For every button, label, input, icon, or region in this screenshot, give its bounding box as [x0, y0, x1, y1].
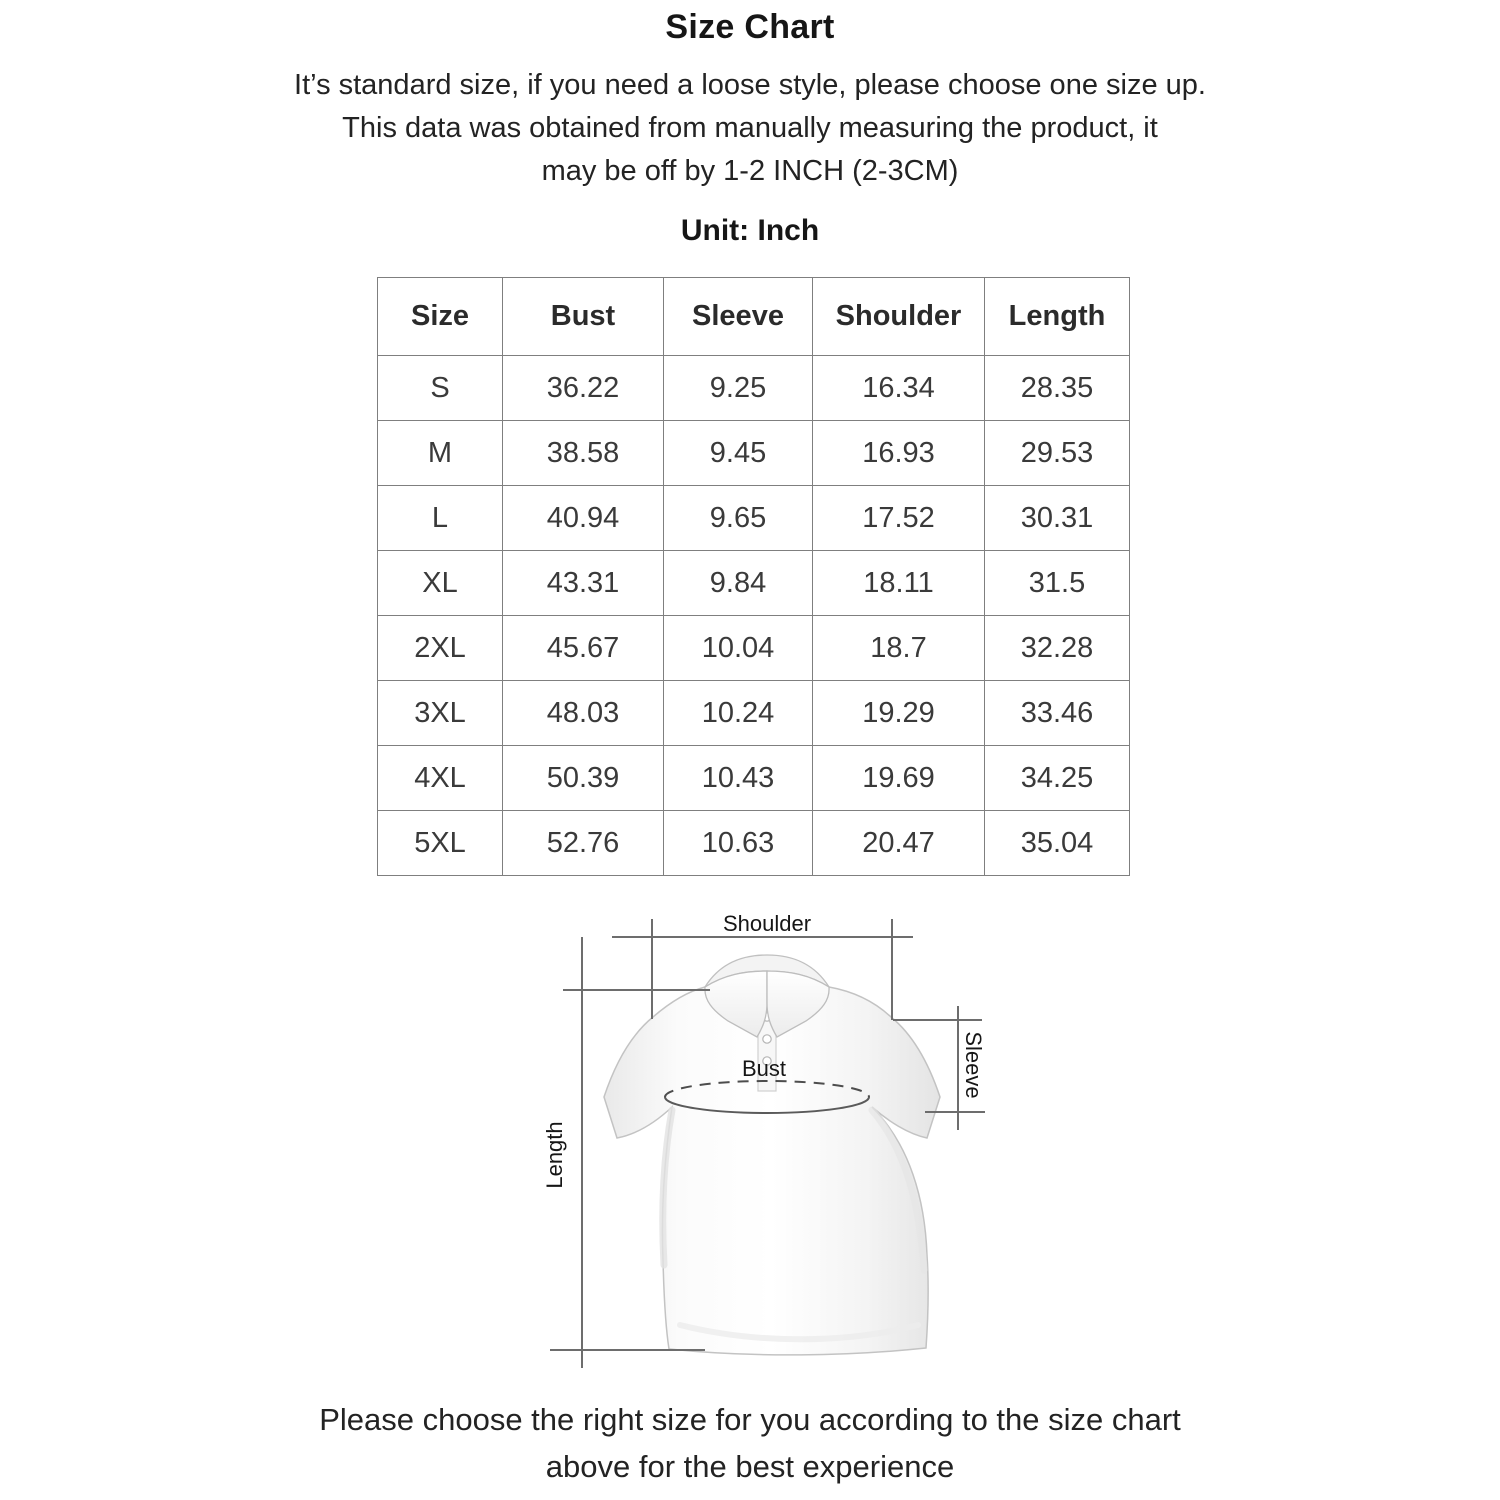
measurement-cell: 16.93 [813, 421, 985, 486]
column-header-bust: Bust [503, 278, 664, 356]
measurement-cell: 33.46 [985, 681, 1130, 746]
sleeve-label: Sleeve [961, 1031, 987, 1099]
size-cell: 4XL [378, 746, 503, 811]
column-header-length: Length [985, 278, 1130, 356]
table-row [378, 616, 1130, 681]
measurement-cell: 10.63 [664, 811, 813, 876]
measurement-cell: 34.25 [985, 746, 1130, 811]
measurement-cell: 19.69 [813, 746, 985, 811]
column-header-shoulder: Shoulder [813, 278, 985, 356]
measurement-cell: 9.65 [664, 486, 813, 551]
measurement-cell: 17.52 [813, 486, 985, 551]
measurement-cell: 31.5 [985, 551, 1130, 616]
size-table [377, 277, 1130, 876]
measurement-cell: 40.94 [503, 486, 664, 551]
measurement-cell: 30.31 [985, 486, 1130, 551]
table-row [378, 811, 1130, 876]
measurement-cell: 10.24 [664, 681, 813, 746]
table-row [378, 746, 1130, 811]
size-cell: M [378, 421, 503, 486]
size-table-header [378, 278, 1130, 356]
measurement-cell: 10.04 [664, 616, 813, 681]
footer-note-line: Please choose the right size for you according to the size chart [319, 1402, 1181, 1437]
measurement-cell: 52.76 [503, 811, 664, 876]
measurement-cell: 28.35 [985, 356, 1130, 421]
page-title: Size Chart [665, 8, 835, 46]
measurement-cell: 36.22 [503, 356, 664, 421]
measurement-cell: 9.25 [664, 356, 813, 421]
measurement-cell: 16.34 [813, 356, 985, 421]
measurement-cell: 9.84 [664, 551, 813, 616]
table-row [378, 421, 1130, 486]
intro-text [0, 64, 1500, 193]
unit-label: Unit: Inch [680, 214, 820, 247]
column-header-size: Size [378, 278, 503, 356]
intro-line: This data was obtained from manually measuring the product, it [342, 112, 1158, 144]
measurement-cell: 35.04 [985, 811, 1130, 876]
measurement-cell: 20.47 [813, 811, 985, 876]
table-row [378, 356, 1130, 421]
footer-note [0, 1396, 1500, 1490]
table-row [378, 681, 1130, 746]
length-label: Length [541, 1121, 567, 1189]
shirt-measurement-diagram [520, 905, 1020, 1375]
measurement-cell: 43.31 [503, 551, 664, 616]
size-cell: 3XL [378, 681, 503, 746]
measurement-cell: 45.67 [503, 616, 664, 681]
bust-label: Bust [741, 1056, 787, 1081]
measurement-cell: 10.43 [664, 746, 813, 811]
measurement-cell: 38.58 [503, 421, 664, 486]
measurement-cell: 18.11 [813, 551, 985, 616]
column-header-sleeve: Sleeve [664, 278, 813, 356]
footer-note-line: above for the best experience [545, 1449, 955, 1484]
size-cell: XL [378, 551, 503, 616]
measurement-cell: 18.7 [813, 616, 985, 681]
polo-shirt-illustration [604, 955, 940, 1355]
measurement-cell: 48.03 [503, 681, 664, 746]
measurement-cell: 29.53 [985, 421, 1130, 486]
intro-line: It’s standard size, if you need a loose style, please choose one size up. [294, 69, 1206, 101]
size-cell: L [378, 486, 503, 551]
measurement-cell: 9.45 [664, 421, 813, 486]
size-cell: 5XL [378, 811, 503, 876]
measurement-cell: 32.28 [985, 616, 1130, 681]
measurement-cell: 19.29 [813, 681, 985, 746]
size-table-body [378, 356, 1130, 876]
header-row [378, 278, 1130, 356]
table-row [378, 486, 1130, 551]
button [763, 1035, 771, 1043]
shoulder-label: Shoulder [722, 911, 812, 936]
intro-line: may be off by 1-2 INCH (2-3CM) [541, 155, 959, 187]
size-cell: S [378, 356, 503, 421]
measurement-cell: 50.39 [503, 746, 664, 811]
size-cell: 2XL [378, 616, 503, 681]
table-row [378, 551, 1130, 616]
